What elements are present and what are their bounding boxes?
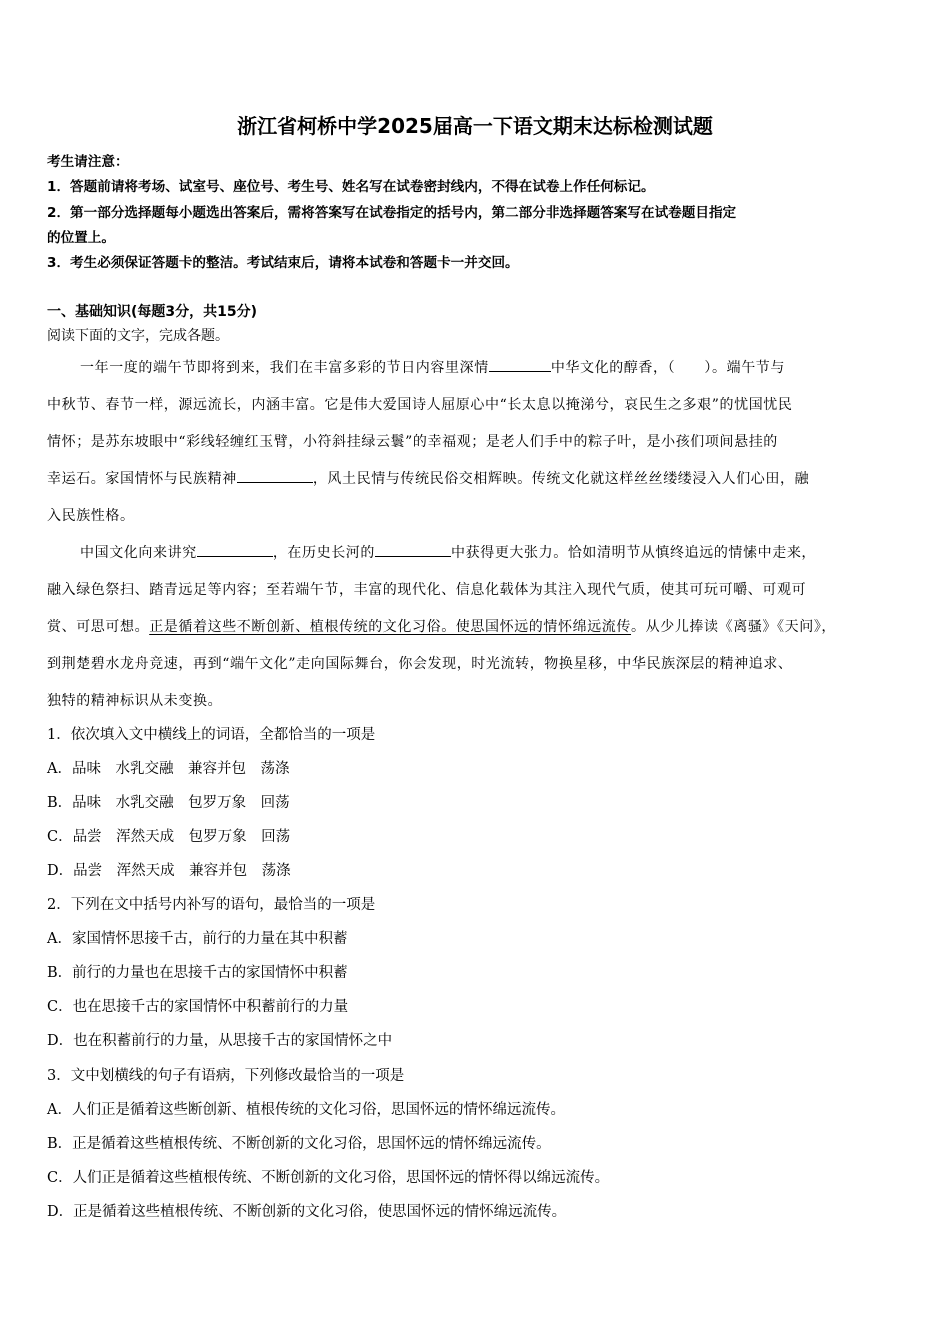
- notice-item: 2．第一部分选择题每小题选出答案后，需将答案写在试卷指定的括号内，第二部分非选择题答案写在试卷题目指定: [47, 205, 737, 221]
- question-option[interactable]: A．人们正是循着这些断创新、植根传统的文化习俗，思国怀远的情怀绵远流传。: [47, 1102, 565, 1118]
- question-stem: 2．下列在文中括号内补写的语句，最恰当的一项是: [47, 897, 376, 913]
- question-option[interactable]: C．也在思接千古的家国情怀中积蓄前行的力量: [47, 999, 349, 1015]
- question-option[interactable]: B．前行的力量也在思接千古的家国情怀中积蓄: [47, 965, 348, 981]
- passage-text: 情怀；是苏东坡眼中“彩线轻缠红玉臂，小符斜挂绿云鬟”的幸福观；是老人们手中的粽子叶，是小孩们项间悬挂的: [47, 434, 778, 450]
- passage-text: 幸运石。家国情怀与民族精神: [47, 471, 237, 487]
- question-option[interactable]: A．品味 水乳交融 兼容并包 荡涤: [47, 761, 290, 777]
- passage-text: 到荆楚碧水龙舟竞速，再到“端午文化”走向国际舞台，你会发现，时光流转，物换星移，中华民族深层的精神追求、: [47, 656, 793, 672]
- section-heading: 一、基础知识(每题3分，共15分): [47, 304, 258, 320]
- passage-text: ，在历史长河的: [272, 545, 376, 561]
- notice-item: 的位置上。: [47, 230, 115, 246]
- passage-text: 入民族性格。: [47, 508, 135, 524]
- page-title: 浙江省柯桥中学2025届高一下语文期末达标检测试题: [237, 114, 713, 138]
- passage-text: 一年一度的端午节即将到来，我们在丰富多彩的节日内容里深情: [80, 360, 489, 376]
- question-option[interactable]: B．正是循着这些植根传统、不断创新的文化习俗，思国怀远的情怀绵远流传。: [47, 1136, 551, 1152]
- passage-text: 中国文化向来讲究: [80, 545, 197, 561]
- fill-blank: [375, 542, 451, 557]
- passage-paragraph-2: [47, 535, 905, 720]
- question-stem: 1．依次填入文中横线上的词语，全都恰当的一项是: [47, 727, 376, 743]
- question-option[interactable]: C．人们正是循着这些植根传统、不断创新的文化习俗，思国怀远的情怀得以绵远流传。: [47, 1170, 610, 1186]
- passage-text: 中秋节、春节一样，源远流长，内涵丰富。它是伟大爱国诗人屈原心中“长太息以掩涕兮，哀民生之多艰”的忧国忧民: [47, 397, 793, 413]
- fill-blank: [237, 468, 313, 483]
- fill-blank: [197, 542, 273, 557]
- passage-text: 。从少儿捧读《离骚》《天问》，: [631, 619, 837, 635]
- passage-text: 融入绿色祭扫、踏青远足等内容；至若端午节，丰富的现代化、信息化载体为其注入现代气质，使其可玩可嚼、可观可: [47, 582, 807, 598]
- notice-heading: 考生请注意：: [47, 154, 129, 170]
- notice-item: 1．答题前请将考场、试室号、座位号、考生号、姓名写在试卷密封线内，不得在试卷上作任何标记。: [47, 179, 655, 195]
- fill-blank: [489, 357, 551, 372]
- passage-text: ，风土民情与传统民俗交相辉映。传统文化就这样丝丝缕缕浸入人们心田，融: [312, 471, 810, 487]
- question-option[interactable]: B．品味 水乳交融 包罗万象 回荡: [47, 795, 290, 811]
- question-option[interactable]: A．家国情怀思接千古，前行的力量在其中积蓄: [47, 931, 348, 947]
- passage-paragraph-1: [47, 350, 905, 535]
- question-option[interactable]: C．品尝 浑然天成 包罗万象 回荡: [47, 829, 291, 845]
- passage-text: 赏、可思可想。: [47, 619, 150, 635]
- question-option[interactable]: D．正是循着这些植根传统、不断创新的文化习俗，使思国怀远的情怀绵远流传。: [47, 1204, 567, 1220]
- passage-text: 中华文化的醇香，（ ）。端午节与: [550, 360, 786, 376]
- section-instruction: 阅读下面的文字，完成各题。: [47, 328, 229, 344]
- notice-item: 3．考生必须保证答题卡的整洁。考试结束后，请将本试卷和答题卡一并交回。: [47, 255, 519, 271]
- passage-text: 中获得更大张力。恰如清明节从慎终追远的情愫中走来，: [451, 545, 817, 561]
- underlined-sentence: 正是循着这些不断创新、植根传统的文化习俗。使思国怀远的情怀绵远流传: [149, 619, 632, 635]
- question-option[interactable]: D．也在积蓄前行的力量，从思接千古的家国情怀之中: [47, 1033, 393, 1049]
- question-stem: 3．文中划横线的句子有语病，下列修改最恰当的一项是: [47, 1068, 405, 1084]
- passage-text: 独特的精神标识从未变换。: [47, 693, 223, 709]
- question-option[interactable]: D．品尝 浑然天成 兼容并包 荡涤: [47, 863, 291, 879]
